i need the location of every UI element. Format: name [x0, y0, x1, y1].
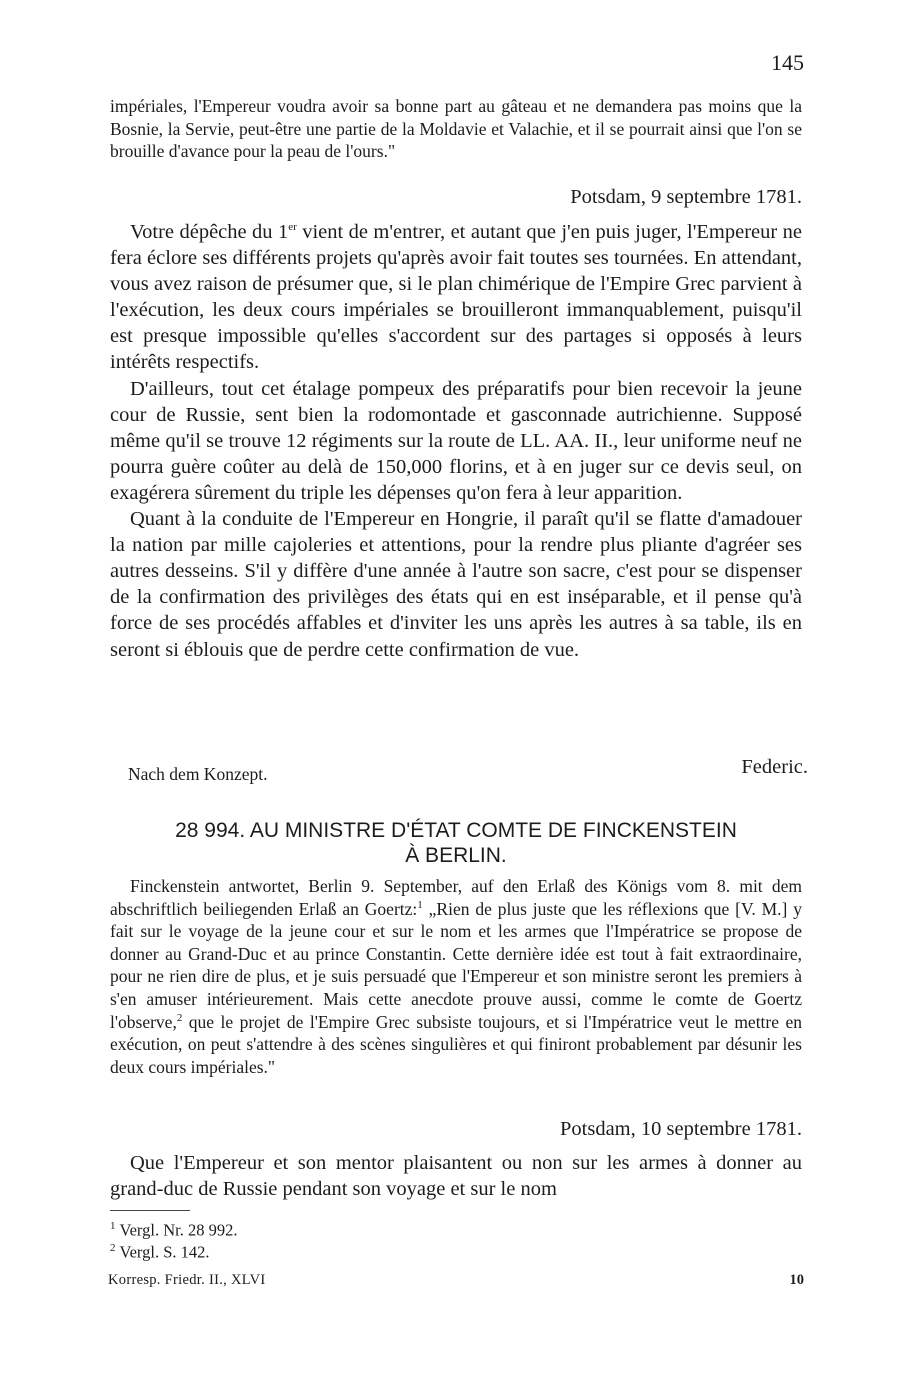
footer-sheet-number: 10	[789, 1272, 804, 1288]
letter-1-paragraph-3: Quant à la conduite de l'Empereur en Hongrie, il paraît qu'il se flatte d'amadouer la nation par mille cajoleries et attentions, pour la rendre plus pliante d'agréer ses autres desseins. S'il y diffère d'une année à l'autre son sacre, c'est pour se dispenser de la confirmation des privilèges des états qui en est inséparable, et il pense qu'à force de ses procédés affables et d'inviter les uns après les autres à sa table, ils en seront si éblouis que de perdre cette confirmation de vue.	[110, 508, 802, 661]
letter-1-p1-start: Votre dépêche du 1	[130, 221, 289, 243]
dateline-letter-1: Potsdam, 9 septembre 1781.	[570, 186, 802, 208]
footnote-2-mark: 2	[110, 1242, 116, 1254]
page-number: 145	[771, 50, 804, 75]
footnote-1-text: Vergl. Nr. 28 992.	[119, 1220, 238, 1240]
letter-1-p1-rest: vient de m'entrer, et autant que j'en puis juger, l'Empereur ne fera éclore ses différents projets qu'après avoir fait toutes ses tournées. En attendant, vous avez raison de présumer que, si le plan chimérique de l'Empire Grec parvient à l'exécution, les deux cours impériales se brouilleront immanquablement, puisqu'il est presque impossible qu'elles s'accordent sur des partages si opposés à leurs intérêts respectifs.	[110, 221, 802, 374]
summary-part-1: Finckenstein antwortet, Berlin 9. September, auf den Erlaß des Königs vom 8. mit dem abschriftlich beiliegenden Erlaß an Goertz:	[110, 876, 802, 919]
continuation-paragraph	[110, 95, 802, 163]
signature: Federic.	[741, 756, 808, 778]
letter-1-paragraph-1	[110, 219, 802, 376]
summary-text	[110, 875, 802, 1078]
heading-line-1: 28 994. AU MINISTRE D'ÉTAT COMTE DE FINCKENSTEIN	[175, 819, 737, 842]
continuation-text: impériales, l'Empereur voudra avoir sa bonne part au gâteau et ne demandera pas moins que la Bosnie, la Servie, peut-être une partie de la Moldavie et Valachie, et il se pourrait ainsi que l'on se brouille d'avance pour la peau de l'ours."	[110, 96, 802, 162]
letter-2-paragraph-1: Que l'Empereur et son mentor plaisantent ou non sur les armes à donner au grand-duc de Russie pendant son voyage et sur le nom	[110, 1152, 802, 1201]
letter-1-body	[110, 219, 802, 663]
letter-2-body	[110, 1150, 802, 1202]
heading-line-2: À BERLIN.	[405, 844, 507, 867]
footnote-1-mark: 1	[110, 1220, 116, 1232]
letter-1-paragraph-2: D'ailleurs, tout cet étalage pompeux des préparatifs pour bien recevoir la jeune cour de Russie, sent bien la rodomontade et gasconnade autrichienne. Supposé même qu'il se trouve 12 régiments sur la route de LL. AA. II., leur uniforme neuf ne pourra guère coûter au delà de 150,000 florins, et à en juger sur ce devis seul, on exagérera sûrement du triple les dépenses qu'on fera à leur apparition.	[110, 377, 802, 504]
footnote-ref-2: 2	[176, 1011, 183, 1024]
summary-part-3: que le projet de l'Empire Grec subsiste toujours, et si l'Impératrice veut le mettre en exécution, on peut s'attendre à des scènes singulières et qui finiront probablement par désunir les deux cours impériales."	[110, 1011, 802, 1077]
source-note: Nach dem Konzept.	[128, 764, 268, 784]
footer-signature-mark: Korresp. Friedr. II., XLVI	[108, 1272, 266, 1288]
footnote-divider	[110, 1210, 190, 1211]
footnote-ref-1: 1	[417, 898, 423, 911]
summary-paragraph	[110, 875, 802, 1078]
dateline-letter-2: Potsdam, 10 septembre 1781.	[560, 1118, 802, 1140]
ordinal-superscript: er	[288, 221, 297, 234]
footnote-2	[110, 1242, 210, 1263]
footnote-1	[110, 1220, 237, 1241]
footnote-2-text: Vergl. S. 142.	[119, 1242, 210, 1262]
summary-part-2: „Rien de plus juste que les réflexions que [V. M.] y fait sur le voyage de la jeune cour et sur le nom et les armes que l'Impératrice se propose de donner au Grand-Duc et au prince Constantin. Cette dernière idée est tout à fait extraordinaire, pour ne rien dire de plus, et je suis persuadé que l'Empereur et son ministre seront les premiers à s'en amuser intérieurement. Mais cette anecdote prouve aussi, comme le comte de Goertz l'observe,	[110, 898, 802, 1032]
section-heading	[110, 818, 802, 868]
